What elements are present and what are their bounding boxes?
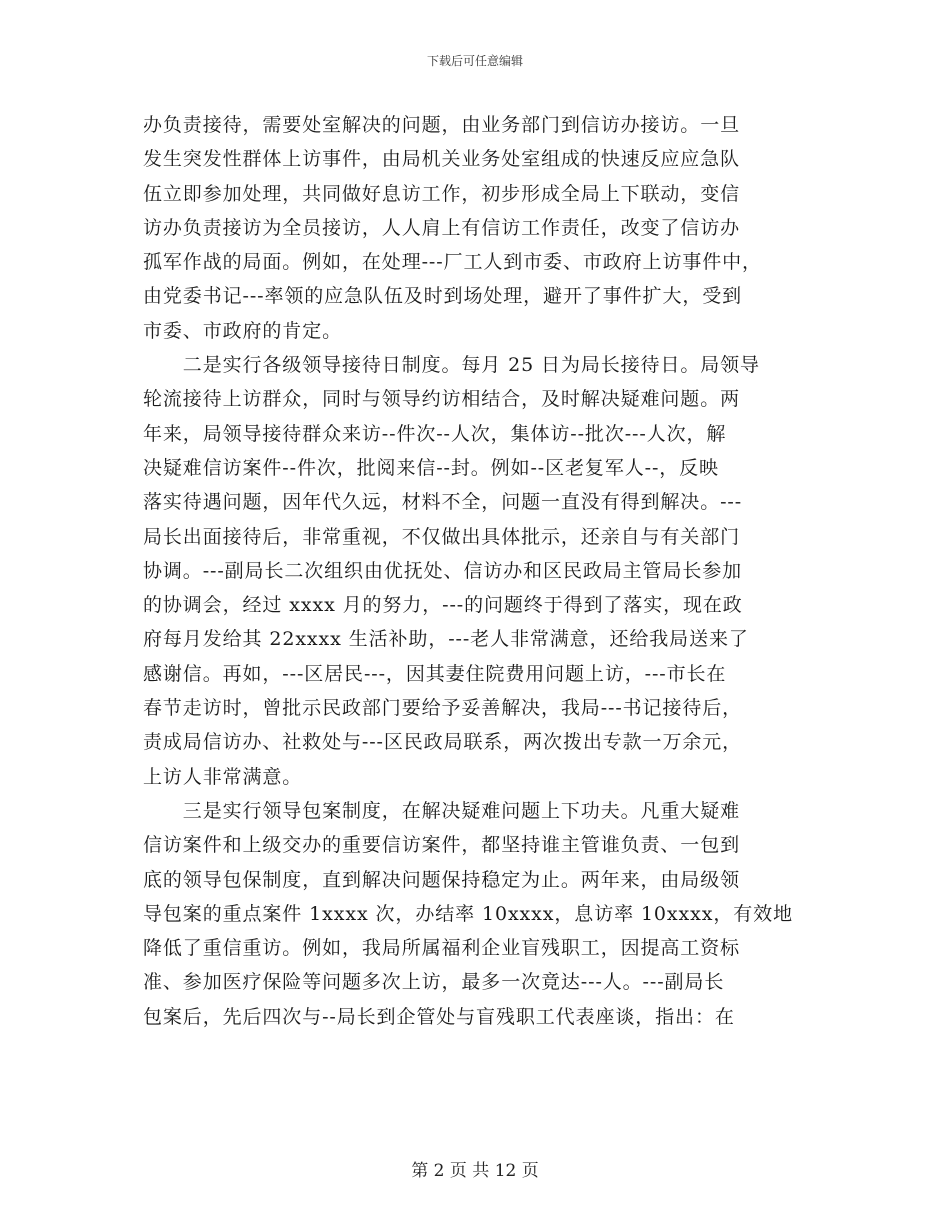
text-line: 责成局信访办、社救处与---区民政局联系，两次拨出专款一万余元， [143,731,743,754]
text-line: 上访人非常满意。 [143,765,303,788]
text-line: 落实待遇问题，因年代久远，材料不全，问题一直没有得到解决。--- [143,491,743,514]
text-line: 包案后，先后四次与--局长到企管处与盲残职工代表座谈，指出：在 [143,1005,735,1028]
text-line: 办负责接待，需要处室解决的问题，由业务部门到信访办接访。一旦 [143,114,741,136]
text-line: 孤军作战的局面。例如，在处理---厂工人到市委、市政府上访事件中， [143,251,762,274]
text-line: 降低了重信重访。例如，我局所属福利企业盲残职工，因提高工资标 [143,937,741,960]
text-line: 伍立即参加处理，共同做好息访工作，初步形成全局上下联动，变信 [143,182,741,205]
text-line: 的协调会，经过 xxxx 月的努力，---的问题终于得到了落实，现在政 [143,594,743,617]
text-line: 轮流接待上访群众，同时与领导约访相结合，及时解决疑难问题。两 [143,388,741,411]
text-line: 年来，局领导接待群众来访--件次--人次，集体访--批次---人次，解 [143,422,727,445]
text-line: 感谢信。再如，---区居民---，因其妻住院费用问题上访，---市长在 [143,662,727,685]
text-line: 由党委书记---率领的应急队伍及时到场处理，避开了事件扩大，受到 [143,285,743,308]
text-line: 市委、市政府的肯定。 [143,319,343,342]
paragraph-start-line: 二是实行各级领导接待日制度。每月 25 日为局长接待日。局领导 [143,354,760,377]
text-line: 准、参加医疗保险等问题多次上访，最多一次竟达---人。---副局长 [143,971,725,994]
text-line: 春节走访时，曾批示民政部门要给予妥善解决，我局---书记接待后， [143,697,743,720]
paragraph-start-line: 三是实行领导包案制度，在解决疑难问题上下功夫。凡重大疑难 [143,799,741,822]
text-line: 访办负责接访为全员接访，人人肩上有信访工作责任，改变了信访办 [143,216,741,239]
text-line: 底的领导包保制度，直到解决问题保持稳定为止。两年来，由局级领 [143,868,741,891]
text-line: 协调。---副局长二次组织由优抚处、信访办和区民政局主管局长参加 [143,559,743,582]
text-line: 局长出面接待后，非常重视，不仅做出具体批示，还亲自与有关部门 [143,525,741,548]
text-line: 信访案件和上级交办的重要信访案件，都坚持谁主管谁负责、一包到 [143,834,741,857]
page-number-footer: 第 2 页 共 12 页 [411,1161,539,1181]
document-body [143,108,807,1034]
text-line: 府每月发给其 22xxxx 生活补助，---老人非常满意，还给我局送来了 [143,628,749,651]
page-header-note: 下载后可任意编辑 [426,54,523,68]
text-line: 决疑难信访案件--件次，批阅来信--封。例如--区老复军人--，反映 [143,456,719,479]
text-line: 发生突发性群体上访事件，由局机关业务处室组成的快速反应应急队 [143,148,741,171]
text-line: 导包案的重点案件 1xxxx 次，办结率 10xxxx，息访率 10xxxx，有效地 [143,902,793,925]
